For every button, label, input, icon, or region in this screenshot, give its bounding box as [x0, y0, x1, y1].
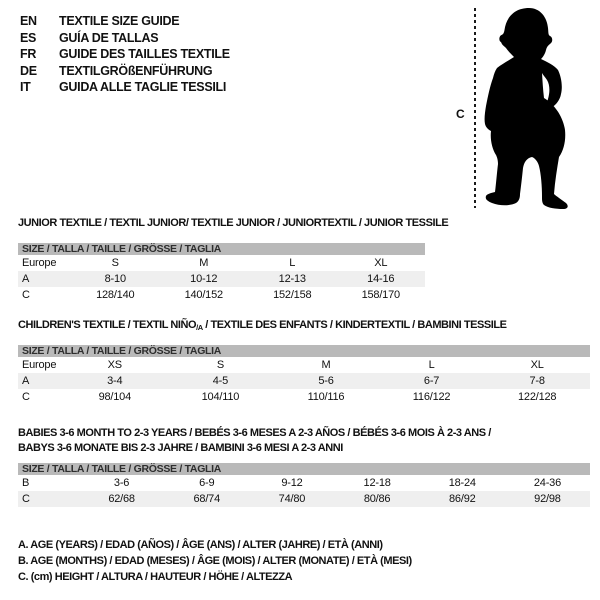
- row-label: B: [22, 477, 30, 489]
- size-cell: S: [216, 359, 224, 371]
- lang-title: GUÍA DE TALLAS: [59, 30, 159, 45]
- size-cell: S: [111, 257, 119, 269]
- size-cell: 4-5: [212, 375, 229, 387]
- legend-footnotes: [18, 537, 412, 585]
- size-cell: 18-24: [448, 477, 476, 489]
- size-cell: M: [199, 257, 209, 269]
- size-header-bar: SIZE / TALLA / TAILLE / GRÖSSE / TAGLIA: [18, 243, 425, 255]
- lang-code: DE: [20, 63, 37, 78]
- size-cell: 86/92: [449, 493, 476, 505]
- size-cell: L: [428, 359, 435, 371]
- size-cell: 3-6: [113, 477, 130, 489]
- size-cell: 152/158: [273, 289, 312, 301]
- size-cell: XL: [374, 257, 388, 269]
- size-cell: 12-18: [363, 477, 391, 489]
- baby-silhouette-icon: [484, 6, 572, 210]
- title-text: / TEXTILE DES ENFANTS / KINDERTEXTIL / BAMBINI TESSILE: [202, 319, 507, 331]
- lang-code: EN: [20, 14, 37, 29]
- height-dashed-line: [474, 8, 476, 208]
- table-row-europe: [18, 255, 425, 271]
- size-cell: 158/170: [361, 289, 400, 301]
- size-cell: 24-36: [533, 477, 562, 489]
- size-cell: 92/98: [534, 493, 561, 505]
- size-cell: 122/128: [517, 391, 557, 403]
- size-cell: 5-6: [318, 375, 334, 387]
- row-label: A: [22, 375, 30, 387]
- row-label: Europe: [22, 257, 57, 269]
- row-label: A: [22, 273, 30, 285]
- size-cell: 8-10: [104, 273, 126, 285]
- height-marker-label: C: [456, 107, 465, 121]
- children-size-table: [18, 345, 590, 405]
- lang-code: IT: [20, 80, 31, 95]
- size-cell: XS: [107, 359, 122, 371]
- children-table-title: [18, 319, 507, 332]
- size-cell: 62/68: [108, 493, 135, 505]
- lang-row-it: [20, 79, 230, 96]
- size-cell: 10-12: [190, 273, 218, 285]
- size-cell: XL: [530, 359, 544, 371]
- size-cell: L: [289, 257, 296, 269]
- size-cell: 74/80: [278, 493, 306, 505]
- lang-row-en: [20, 13, 230, 30]
- table-row-height: [18, 491, 590, 507]
- size-cell: 68/74: [193, 493, 221, 505]
- junior-table-title: JUNIOR TEXTILE / TEXTIL JUNIOR/ TEXTILE JUNIOR / JUNIORTEXTIL / JUNIOR TESSILE: [18, 217, 449, 229]
- babies-size-table: [18, 463, 590, 507]
- size-cell: 80/86: [363, 493, 391, 505]
- title-line-2: BABYS 3-6 MONATE BIS 2-3 JAHRE / BAMBINI 3-6 MESI A 2-3 ANNI: [18, 442, 343, 454]
- size-cell: 110/116: [307, 391, 345, 403]
- size-cell: 12-13: [278, 273, 306, 285]
- lang-row-es: [20, 30, 230, 47]
- size-cell: 3-4: [107, 375, 123, 387]
- row-label: C: [22, 391, 30, 403]
- size-cell: 9-12: [281, 477, 303, 489]
- table-row-height: [18, 389, 590, 405]
- size-cell: 140/152: [184, 289, 223, 301]
- table-row-europe: [18, 357, 590, 373]
- size-cell: 6-7: [423, 375, 440, 387]
- lang-code: FR: [20, 47, 37, 62]
- size-cell: 6-9: [199, 477, 215, 489]
- lang-title: TEXTILGRÖßENFÜHRUNG: [59, 63, 213, 78]
- lang-title: GUIDE DES TAILLES TEXTILE: [59, 47, 230, 62]
- lang-title: TEXTILE SIZE GUIDE: [59, 14, 180, 29]
- title-line-1: BABIES 3-6 MONTH TO 2-3 YEARS / BEBÉS 3-6 MESES A 2-3 AÑOS / BÉBÉS 3-6 MOIS À 2-3 ANS /: [18, 427, 491, 439]
- footnote-age-years: A. AGE (YEARS) / EDAD (AÑOS) / ÂGE (ANS) / ALTER (JAHRE) / ETÀ (ANNI): [18, 539, 383, 551]
- size-cell: 116/122: [412, 391, 451, 403]
- lang-code: ES: [20, 30, 37, 45]
- lang-row-de: [20, 63, 230, 80]
- title-text: CHILDREN'S TEXTILE / TEXTIL NIÑO: [18, 319, 197, 331]
- footnote-age-months: B. AGE (MONTHS) / EDAD (MESES) / ÂGE (MOIS) / ALTER (MONATE) / ETÀ (MESI): [18, 555, 412, 567]
- junior-size-table: [18, 243, 425, 303]
- row-label: C: [22, 289, 30, 301]
- size-header-bar: SIZE / TALLA / TAILLE / GRÖSSE / TAGLIA: [18, 345, 590, 357]
- table-row-age: [18, 373, 590, 389]
- row-label: C: [22, 493, 30, 505]
- size-cell: 14-16: [367, 273, 395, 285]
- size-cell: M: [321, 359, 331, 371]
- size-cell: 128/140: [96, 289, 135, 301]
- babies-table-title: [18, 426, 491, 456]
- footnote-height: C. (cm) HEIGHT / ALTURA / HAUTEUR / HÖHE / ALTEZZA: [18, 571, 293, 583]
- size-cell: 7-8: [529, 375, 545, 387]
- table-row-months: [18, 475, 590, 491]
- lang-title: GUIDA ALLE TAGLIE TESSILI: [59, 80, 227, 95]
- lang-row-fr: [20, 46, 230, 63]
- size-header-bar: SIZE / TALLA / TAILLE / GRÖSSE / TAGLIA: [18, 463, 590, 475]
- table-row-age: [18, 271, 425, 287]
- size-cell: 104/110: [201, 391, 240, 403]
- row-label: Europe: [22, 359, 57, 371]
- size-cell: 98/104: [98, 391, 132, 403]
- language-title-list: [20, 13, 230, 96]
- table-row-height: [18, 287, 425, 303]
- title-subscript: /A: [196, 323, 203, 332]
